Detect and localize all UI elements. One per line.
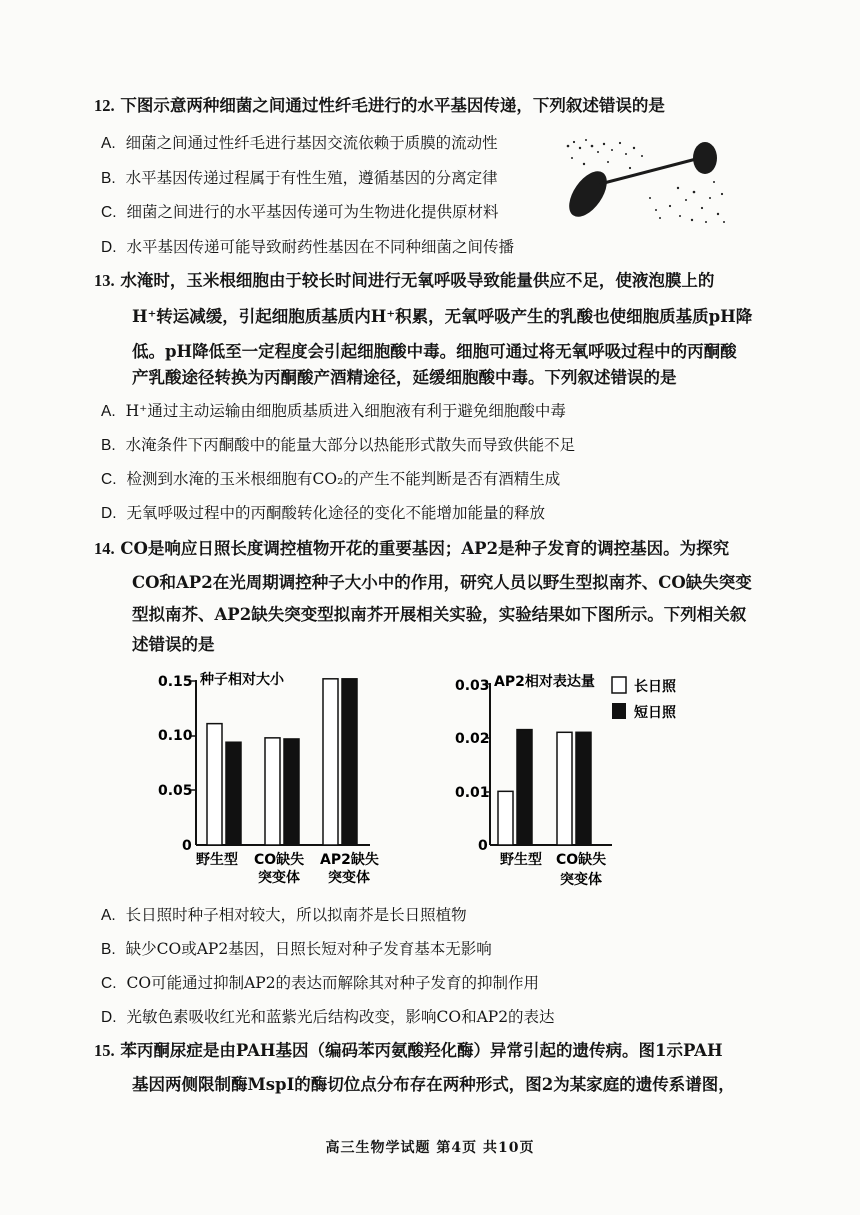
q12-stem-text: 下图示意两种细菌之间通过性纤毛进行的水平基因传递，下列叙述错误的是 bbox=[120, 96, 665, 115]
legend-short-label: 短日照 bbox=[634, 705, 676, 721]
seed-size-chart bbox=[158, 671, 379, 886]
chart2-ytick-0.03: 0.03 bbox=[455, 678, 490, 694]
chart1-xlabel-co-2: 突变体 bbox=[258, 870, 300, 886]
q14-option-c[interactable]: C. CO可能通过抑制AP2的表达而解除其对种子发育的抑制作用 bbox=[101, 974, 540, 992]
legend-long-label: 长日照 bbox=[634, 679, 676, 695]
chart2-bar-short-1 bbox=[576, 732, 591, 845]
q13-option-d[interactable]: D. 无氧呼吸过程中的丙酮酸转化途径的变化不能增加能量的释放 bbox=[101, 504, 546, 522]
page-footer: 高三生物学试题 第4页 共10页 bbox=[325, 1140, 535, 1156]
chart1-xlabel-co-1: CO缺失 bbox=[254, 852, 305, 868]
q13-number: 13. bbox=[94, 271, 115, 290]
q14-option-b[interactable]: B. 缺少CO或AP2基因，日照长短对种子发育基本无影响 bbox=[101, 940, 492, 958]
chart2-xlabel-wild: 野生型 bbox=[500, 852, 542, 868]
chart1-title: 种子相对大小 bbox=[200, 672, 284, 688]
q15-stem-line-1: 15. 苯丙酮尿症是由PAH基因（编码苯丙氨酸羟化酶）异常引起的遗传病。图1示PAH bbox=[94, 1041, 723, 1060]
chart-legend bbox=[612, 677, 677, 721]
q12-option-c[interactable]: C. 细菌之间进行的水平基因传递可为生物进化提供原材料 bbox=[101, 203, 499, 221]
chart1-bar-long-1 bbox=[265, 738, 280, 845]
chart2-xlabel-co-2: 突变体 bbox=[560, 872, 602, 888]
q12-option-d[interactable]: D. 水平基因传递可能导致耐药性基因在不同种细菌之间传播 bbox=[101, 238, 515, 256]
chart1-xlabel-ap2-1: AP2缺失 bbox=[320, 852, 379, 868]
chart1-ytick-0.05: 0.05 bbox=[158, 783, 193, 799]
q13-stem-line-3: 低。pH降低至一定程度会引起细胞酸中毒。细胞可通过将无氧呼吸过程中的丙酮酸 bbox=[132, 342, 737, 361]
q13-stem-line-4: 产乳酸途径转换为丙酮酸产酒精途径，延缓细胞酸中毒。下列叙述错误的是 bbox=[132, 368, 677, 387]
q14-stem-line-4: 述错误的是 bbox=[132, 635, 215, 654]
q13-option-b[interactable]: B. 水淹条件下丙酮酸中的能量大部分以热能形式散失而导致供能不足 bbox=[101, 436, 576, 454]
chart1-bar-long-0 bbox=[207, 724, 222, 845]
q13-stem-line-2: H⁺转运减缓，引起细胞质基质内H⁺积累，无氧呼吸产生的乳酸也使细胞质基质pH降 bbox=[132, 307, 753, 326]
chart2-ytick-0.01: 0.01 bbox=[455, 785, 490, 801]
chart1-bar-long-2 bbox=[323, 679, 338, 845]
q12-option-b[interactable]: B. 水平基因传递过程属于有性生殖，遵循基因的分离定律 bbox=[101, 169, 498, 187]
q15-number: 15. bbox=[94, 1041, 115, 1060]
q13-option-a[interactable]: A. H⁺通过主动运输由细胞质基质进入细胞液有利于避免细胞酸中毒 bbox=[101, 402, 566, 420]
q12-option-a[interactable]: A. 细菌之间通过性纤毛进行基因交流依赖于质膜的流动性 bbox=[101, 134, 498, 152]
chart2-ytick-0: 0 bbox=[478, 838, 488, 854]
chart2-bar-long-0 bbox=[498, 791, 513, 845]
chart2-xlabel-co-1: CO缺失 bbox=[556, 852, 607, 868]
q14-number: 14. bbox=[94, 539, 115, 558]
q13-stem-line-1: 13. 水淹时，玉米根细胞由于较长时间进行无氧呼吸导致能量供应不足，使液泡膜上的 bbox=[94, 271, 715, 290]
ap2-expression-chart bbox=[455, 673, 612, 888]
chart1-bar-short-2 bbox=[342, 679, 357, 845]
q14-stem-line-2: CO和AP2在光周期调控种子大小中的作用，研究人员以野生型拟南芥、CO缺失突变 bbox=[132, 573, 752, 592]
chart2-title: AP2相对表达量 bbox=[494, 674, 595, 690]
chart1-ytick-0.10: 0.10 bbox=[158, 728, 193, 744]
chart1-ytick-0: 0 bbox=[182, 838, 192, 854]
chart1-ytick-0.15: 0.15 bbox=[158, 674, 193, 690]
chart2-ytick-0.02: 0.02 bbox=[455, 731, 490, 747]
chart2-bar-long-1 bbox=[557, 732, 572, 845]
chart1-bar-short-0 bbox=[226, 742, 241, 845]
q15-stem-line-2: 基因两侧限制酶MspI的酶切位点分布存在两种形式，图2为某家庭的遗传系谱图， bbox=[132, 1075, 735, 1094]
q13-option-c[interactable]: C. 检测到水淹的玉米根细胞有CO₂的产生不能判断是否有酒精生成 bbox=[101, 470, 561, 488]
legend-long-swatch bbox=[612, 677, 626, 693]
chart1-xlabel-ap2-2: 突变体 bbox=[328, 870, 370, 886]
chart2-bar-short-0 bbox=[517, 730, 532, 845]
q12-number: 12. bbox=[94, 96, 115, 115]
q14-option-d[interactable]: D. 光敏色素吸收红光和蓝紫光后结构改变，影响CO和AP2的表达 bbox=[101, 1008, 555, 1026]
q14-stem-line-1: 14. CO是响应日照长度调控植物开花的重要基因；AP2是种子发育的调控基因。为探究 bbox=[94, 539, 730, 558]
chart1-bar-short-1 bbox=[284, 739, 299, 845]
chart1-xlabel-wild: 野生型 bbox=[196, 852, 238, 868]
legend-short-swatch bbox=[612, 703, 626, 719]
q14-option-a[interactable]: A. 长日照时种子相对较大，所以拟南芥是长日照植物 bbox=[101, 906, 467, 924]
q14-stem-line-3: 型拟南芥、AP2缺失突变型拟南芥开展相关实验，实验结果如下图所示。下列相关叙 bbox=[132, 605, 747, 624]
